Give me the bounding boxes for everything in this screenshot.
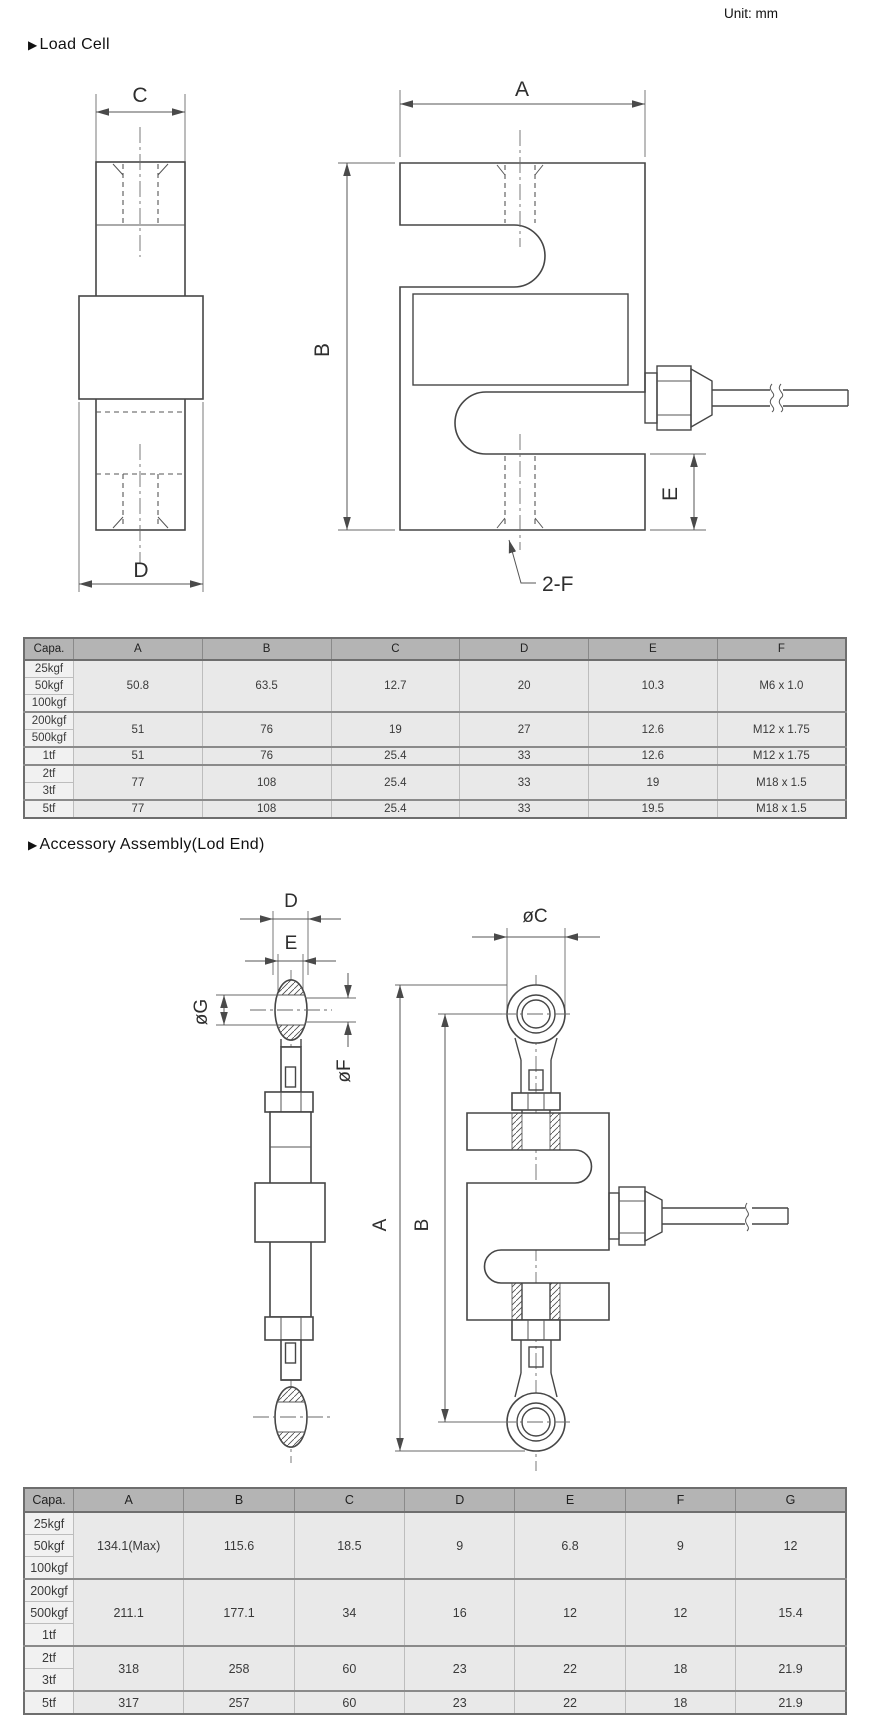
value-cell: 19 [589, 765, 718, 800]
value-cell: 23 [405, 1691, 515, 1714]
dim-label-d: D [133, 559, 149, 582]
column-header: C [294, 1488, 404, 1512]
value-cell: 60 [294, 1691, 404, 1714]
value-cell: 60 [294, 1646, 404, 1691]
cable-gland [645, 366, 848, 430]
column-header: B [202, 638, 331, 660]
column-header: F [717, 638, 846, 660]
capacity-cell: 25kgf [24, 660, 74, 678]
value-cell: 10.3 [589, 660, 718, 712]
capacity-cell: 200kgf [24, 712, 74, 730]
value-cell: 25.4 [331, 800, 460, 818]
capacity-cell: 100kgf [24, 1557, 74, 1580]
thread-callout [509, 540, 574, 596]
value-cell: 211.1 [74, 1579, 184, 1646]
dim-label-a: A [370, 1218, 391, 1232]
value-cell: 19.5 [589, 800, 718, 818]
column-header: D [405, 1488, 515, 1512]
table-row [24, 1579, 846, 1602]
value-cell: 27 [460, 712, 589, 747]
value-cell: 21.9 [736, 1646, 846, 1691]
load-cell-front-view [311, 78, 848, 596]
value-cell: M18 x 1.5 [717, 800, 846, 818]
thread-note-label: 2-F [542, 573, 574, 596]
dim-label-e: E [659, 486, 682, 502]
value-cell: M18 x 1.5 [717, 765, 846, 800]
value-cell: 22 [515, 1691, 625, 1714]
table-row [24, 800, 846, 818]
capacity-cell: 3tf [24, 1669, 74, 1692]
value-cell: 317 [74, 1691, 184, 1714]
value-cell: 33 [460, 800, 589, 818]
table-row [24, 1646, 846, 1669]
value-cell: 108 [202, 765, 331, 800]
value-cell: 16 [405, 1579, 515, 1646]
dim-label-a: A [514, 78, 530, 101]
dim-label-d: D [284, 891, 298, 912]
triangle-marker-icon: ▶ [28, 838, 38, 852]
dim-label-b: B [311, 342, 334, 358]
triangle-marker-icon: ▶ [28, 38, 38, 52]
capacity-cell: 100kgf [24, 695, 74, 713]
value-cell: M12 x 1.75 [717, 747, 846, 765]
value-cell: 51 [74, 712, 203, 747]
value-cell: 23 [405, 1646, 515, 1691]
dim-label-b: B [412, 1218, 433, 1232]
value-cell: 318 [74, 1646, 184, 1691]
value-cell: 21.9 [736, 1691, 846, 1714]
value-cell: 33 [460, 747, 589, 765]
value-cell: 12 [736, 1512, 846, 1579]
value-cell: 51 [74, 747, 203, 765]
value-cell: 25.4 [331, 747, 460, 765]
value-cell: 50.8 [74, 660, 203, 712]
capacity-cell: 200kgf [24, 1579, 74, 1602]
value-cell: 19 [331, 712, 460, 747]
value-cell: 9 [625, 1512, 735, 1579]
capacity-cell: 500kgf [24, 730, 74, 748]
value-cell: 134.1(Max) [74, 1512, 184, 1579]
column-header: E [515, 1488, 625, 1512]
value-cell: 18.5 [294, 1512, 404, 1579]
section-title-load-cell [28, 36, 110, 54]
value-cell: 63.5 [202, 660, 331, 712]
capacity-cell: 1tf [24, 747, 74, 765]
value-cell: 257 [184, 1691, 294, 1714]
load-cell-spec-table [23, 637, 847, 819]
value-cell: 34 [294, 1579, 404, 1646]
table-row [24, 712, 846, 730]
table-row [24, 765, 846, 783]
capacity-cell: 2tf [24, 765, 74, 783]
table-row [24, 1512, 846, 1535]
capacity-cell: 25kgf [24, 1512, 74, 1535]
column-header: G [736, 1488, 846, 1512]
capacity-cell: 50kgf [24, 1535, 74, 1557]
capacity-cell: 3tf [24, 783, 74, 801]
section-title-accessory [28, 836, 265, 854]
value-cell: 22 [515, 1646, 625, 1691]
table-row [24, 1691, 846, 1714]
value-cell: 77 [74, 800, 203, 818]
value-cell: 6.8 [515, 1512, 625, 1579]
value-cell: 76 [202, 747, 331, 765]
value-cell: 12.6 [589, 747, 718, 765]
column-header: A [74, 638, 203, 660]
value-cell: 15.4 [736, 1579, 846, 1646]
value-cell: 18 [625, 1646, 735, 1691]
column-header: B [184, 1488, 294, 1512]
column-header: C [331, 638, 460, 660]
value-cell: M6 x 1.0 [717, 660, 846, 712]
unit-label: Unit: mm [724, 6, 778, 21]
column-header: A [74, 1488, 184, 1512]
column-header: F [625, 1488, 735, 1512]
table-row [24, 747, 846, 765]
value-cell: 177.1 [184, 1579, 294, 1646]
value-cell: M12 x 1.75 [717, 712, 846, 747]
value-cell: 12 [515, 1579, 625, 1646]
capacity-cell: 50kgf [24, 678, 74, 695]
dim-label-c: C [132, 84, 148, 107]
capacity-cell: 5tf [24, 1691, 74, 1714]
accessory-assembly-drawing [0, 875, 870, 1475]
cable-gland [609, 1187, 788, 1245]
dim-label-e: E [284, 933, 298, 954]
column-header: Capa. [24, 638, 74, 660]
accessory-side-view [191, 891, 356, 1463]
value-cell: 108 [202, 800, 331, 818]
capacity-cell: 500kgf [24, 1602, 74, 1624]
capacity-cell: 1tf [24, 1624, 74, 1647]
table-row [24, 660, 846, 678]
capacity-cell: 2tf [24, 1646, 74, 1669]
column-header: D [460, 638, 589, 660]
dim-label-g: øG [191, 998, 212, 1026]
load-cell-drawing [0, 72, 870, 596]
value-cell: 25.4 [331, 765, 460, 800]
value-cell: 115.6 [184, 1512, 294, 1579]
section-title-text: Load Cell [39, 36, 110, 53]
accessory-spec-table [23, 1487, 847, 1715]
value-cell: 258 [184, 1646, 294, 1691]
value-cell: 18 [625, 1691, 735, 1714]
column-header: Capa. [24, 1488, 74, 1512]
section-title-text: Accessory Assembly(Lod End) [39, 836, 265, 853]
column-header: E [589, 638, 718, 660]
value-cell: 12.7 [331, 660, 460, 712]
dim-label-f: øF [334, 1059, 355, 1083]
value-cell: 76 [202, 712, 331, 747]
accessory-front-view [370, 906, 788, 1471]
dim-label-c: øC [522, 906, 548, 927]
load-cell-side-view [79, 84, 203, 592]
value-cell: 12.6 [589, 712, 718, 747]
capacity-cell: 5tf [24, 800, 74, 818]
value-cell: 9 [405, 1512, 515, 1579]
value-cell: 20 [460, 660, 589, 712]
value-cell: 12 [625, 1579, 735, 1646]
value-cell: 77 [74, 765, 203, 800]
value-cell: 33 [460, 765, 589, 800]
